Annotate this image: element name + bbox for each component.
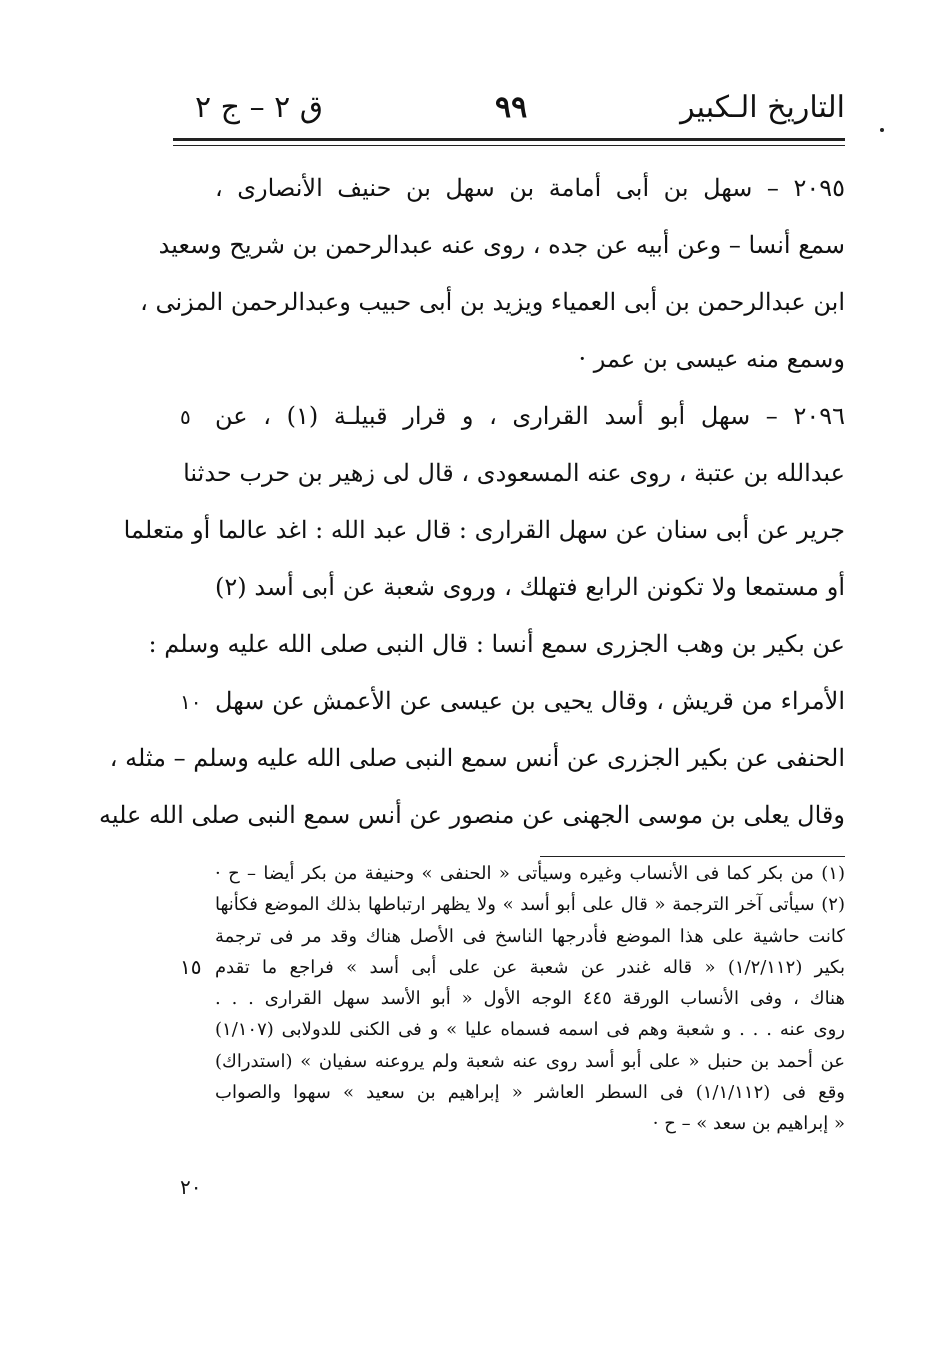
text-line: ابن عبدالرحمن بن أبى العمياء ويزيد بن أبى حبيب وعبدالرحمن المزنى ، <box>140 288 845 316</box>
volume-reference: ق ٢ – ج ٢ <box>195 90 324 125</box>
text-line: الحنفى عن بكير الجزرى عن أنس سمع النبى صلى الله عليه وسلم – مثله ، <box>109 744 845 772</box>
line-number: ١٠ <box>180 690 202 714</box>
footnote-line: هناك ، وفى الأنساب الورقة ٤٤٥ الوجه الأول « أبو الأسد سهل القرارى . . . <box>215 988 845 1010</box>
book-title: التاريخ الـكبير <box>680 90 845 125</box>
footnote-line: (١) من بكر كما فى الأنساب وغيره وسيأتى « الحنفى » وحنيفة من بكر أيضا – ح · <box>215 863 845 884</box>
text-line: وقال يعلى بن موسى الجهنى عن منصور عن أنس سمع النبى صلى الله عليه <box>98 801 845 829</box>
footnote-line: كانت حاشية على هذا الموضع فأدرجها الناسخ فى الأصل هناك وقد مر فى ترجمة <box>215 925 845 947</box>
text-line: وسمع منه عيسى بن عمر · <box>578 345 845 373</box>
footnote-line: روى عنه . . . و شعبة وهم فى اسمه فسماه عليا » و فى الكنى للدولابى (١/١٠٧) <box>215 1019 845 1041</box>
footnote-line: عن أحمد بن حنبل « على أبو أسد روى عنه شعبة ولم يروعنه سفيان » (استدراك) <box>215 1050 845 1072</box>
footnote-line: (٢) سيأتى آخر الترجمة « قال على أبو أسد » ولا يظهر ارتباطها بذلك الموضع فكأنها <box>215 894 845 916</box>
text-line: الأمراء من قريش ، وقال يحيى بن عيسى عن الأعمش عن سهل <box>215 687 845 715</box>
margin-mark <box>880 128 884 132</box>
text-line: عن بكير بن وهب الجزرى سمع أنسا : قال النبى صلى الله عليه وسلم : <box>148 630 845 658</box>
text-line: أو مستمعا ولا تكونن الرابع فتهلك ، وروى شعبة عن أبى أسد (٢) <box>215 573 845 601</box>
footnote-line: وقع فى (١/١/١١٢) فى السطر العاشر « إبراهيم بن سعيد » سهوا والصواب <box>215 1082 845 1104</box>
footnotes <box>215 858 845 1140</box>
footnote-line: « إبراهيم بن سعد » – ح · <box>652 1113 845 1135</box>
text-line: ٢٠٩٥ – سهل بن أبى أمامة بن سهل بن حنيف الأنصارى ، <box>215 174 845 202</box>
text-line: عبدالله بن عتبة ، روى عنه المسعودى ، قال لى زهير بن حرب حدثنا <box>183 459 845 487</box>
text-line: سمع أنسا – وعن أبيه عن جده ، روى عنه عبدالرحمن بن شريح وسعيد <box>158 231 845 259</box>
line-number: ١٥ <box>180 955 202 979</box>
line-number: ٢٠ <box>180 1175 202 1199</box>
line-number: ٥ <box>180 405 191 429</box>
page-header <box>195 90 845 140</box>
header-rule-thick <box>173 138 845 141</box>
header-rule-thin <box>173 145 845 146</box>
page-number: ٩٩ <box>495 90 528 125</box>
footnote-line: بكير (١/٢/١١٢) « قاله غندر عن شعبة عن على أبى أسد » فراجع ما تقدم <box>215 956 845 978</box>
footnote-separator <box>540 856 845 857</box>
text-line: ٢٠٩٦ – سهل أبو أسد القرارى ، و قرار قبيلـة (١) ، عن <box>215 402 845 430</box>
text-line: جرير عن أبى سنان عن سهل القرارى : قال عبد الله : اغد عالما أو متعلما <box>123 516 845 544</box>
